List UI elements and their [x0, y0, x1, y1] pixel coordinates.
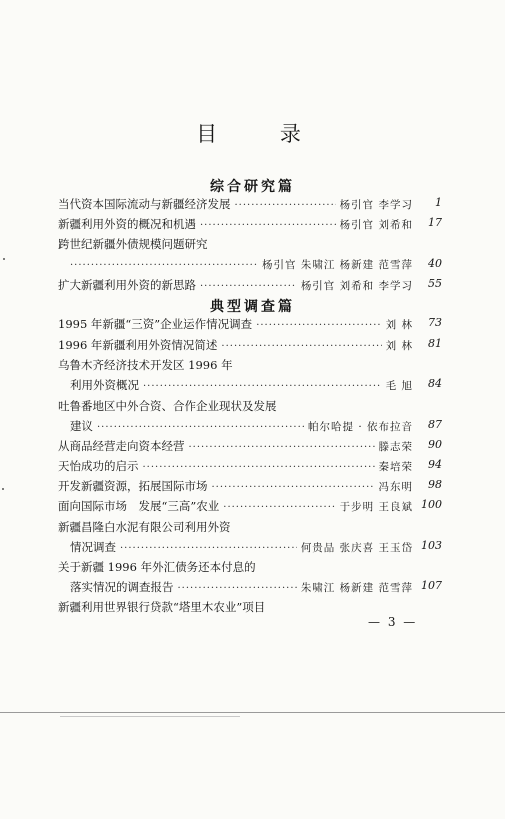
toc-entry-author: 冯东明 [378, 481, 413, 493]
toc-entry[interactable] [58, 216, 413, 236]
toc-entry-page: 40 [428, 257, 442, 270]
toc-entry-title: 利用外资概况 [70, 378, 139, 392]
toc-entry-page: 81 [428, 337, 442, 350]
leader-dots [70, 260, 258, 271]
toc-entry-title: 1996 年新疆利用外资情况简述 [58, 338, 218, 352]
toc-entry-page: 87 [428, 418, 442, 431]
toc-entry[interactable] [58, 316, 413, 336]
toc-entry[interactable] [58, 478, 413, 498]
toc-entry-author: 杨引官 李学习 [339, 199, 413, 211]
toc-entry[interactable] [58, 458, 413, 478]
toc-entry-title: 乌鲁木齐经济技术开发区 1996 年 [58, 358, 233, 372]
toc-entry-title: 扩大新疆利用外资的新思路 [58, 278, 196, 292]
scan-speck [2, 488, 4, 490]
toc-entry-title: 吐鲁番地区中外合资、合作企业现状及发展 [58, 399, 277, 413]
scan-speck [3, 258, 5, 260]
toc-entry-title: 新疆昌隆白水泥有限公司利用外资 [58, 520, 231, 534]
toc-entry[interactable] [58, 357, 413, 377]
toc-entry[interactable] [58, 398, 413, 418]
toc-entry-page: 94 [428, 458, 442, 471]
section-heading-comprehensive: 综合研究篇 [210, 179, 295, 195]
toc-entry-page: 55 [428, 277, 442, 290]
toc-entry-page: 90 [428, 438, 442, 451]
toc-entry[interactable] [58, 277, 413, 297]
toc-entry-title: 落实情况的调查报告 [70, 580, 174, 594]
toc-entry-page: 84 [428, 377, 442, 390]
toc-entry-author: 毛 旭 [385, 380, 413, 392]
toc-entry-author: 帕尔哈提 · 依布拉音 [307, 421, 413, 433]
toc-entry-title: 从商品经营走向资本经营 [58, 439, 185, 453]
toc-entry[interactable] [70, 579, 413, 599]
toc-entry-author: 杨引官 刘希和 李学习 [300, 280, 413, 292]
leader-dots [143, 462, 375, 473]
toc-entry[interactable] [58, 559, 413, 579]
toc-entry-title: 开发新疆资源，拓展国际市场 [58, 479, 208, 493]
leader-dots [200, 220, 336, 231]
leader-dots [178, 583, 297, 594]
page-number: — 3 — [368, 615, 418, 629]
toc-entry[interactable] [58, 236, 413, 256]
leader-dots [212, 482, 375, 493]
toc-entry[interactable] [58, 337, 413, 357]
leader-dots [200, 281, 297, 292]
toc-entry-title: 跨世纪新疆外债规模问题研究 [58, 237, 208, 251]
leader-dots [221, 341, 381, 352]
toc-entry[interactable] [58, 196, 413, 216]
toc-entry-title: 天怡成功的启示 [58, 459, 139, 473]
toc-entry-title: 建议 [70, 419, 93, 433]
toc-entry-continuation[interactable] [70, 257, 413, 277]
page-title: 目 录 [196, 122, 329, 146]
toc-entry[interactable] [58, 498, 413, 518]
toc-entry-page: 73 [428, 316, 442, 329]
toc-entry-author: 杨引官 刘希和 [339, 219, 413, 231]
section-heading-surveys: 典型调查篇 [210, 299, 295, 315]
leader-dots [120, 543, 297, 554]
scan-rule-line [0, 712, 505, 713]
leader-dots [143, 381, 382, 392]
toc-entry-author: 何贵品 张庆喜 王玉岱 [300, 542, 413, 554]
toc-entry-page: 100 [421, 498, 442, 511]
toc-entry-page: 103 [421, 539, 442, 552]
toc-entry[interactable] [58, 519, 413, 539]
scan-rule-line [60, 716, 240, 717]
leader-dots [189, 442, 375, 453]
toc-entry-author: 朱啸江 杨新建 范雪萍 [300, 582, 413, 594]
leader-dots [97, 422, 304, 433]
toc-entry-title: 新疆利用外资的概况和机遇 [58, 217, 196, 231]
toc-entry-title: 1995 年新疆“三资”企业运作情况调查 [58, 317, 253, 331]
toc-entry[interactable] [70, 377, 413, 397]
leader-dots [223, 502, 335, 513]
toc-entry-page: 107 [421, 579, 442, 592]
toc-entry-title: 面向国际市场 发展“三高”农业 [58, 499, 220, 513]
leader-dots [235, 200, 336, 211]
toc-entry-title: 新疆利用世界银行贷款“塔里木农业”项目 [58, 600, 266, 614]
leader-dots [256, 320, 381, 331]
toc-entry[interactable] [58, 599, 413, 619]
toc-entry-page: 98 [428, 478, 442, 491]
toc-entry-page: 1 [435, 196, 442, 209]
toc-entry-author: 杨引官 朱啸江 杨新建 范雪萍 [261, 259, 413, 271]
toc-entry-author: 滕志荣 [378, 441, 413, 453]
toc-entry-title: 当代资本国际流动与新疆经济发展 [58, 197, 231, 211]
toc-entry-page: 17 [428, 216, 442, 229]
toc-entry[interactable] [58, 438, 413, 458]
toc-entry-author: 刘 林 [385, 340, 413, 352]
toc-entry-title: 情况调查 [70, 540, 116, 554]
toc-entry-author: 秦培荣 [378, 461, 413, 473]
toc-entry-author: 刘 林 [385, 319, 413, 331]
toc-entry-author: 于步明 王良斌 [339, 501, 413, 513]
toc-entry[interactable] [70, 539, 413, 559]
toc-entry[interactable] [70, 418, 413, 438]
toc-entry-title: 关于新疆 1996 年外汇债务还本付息的 [58, 560, 256, 574]
